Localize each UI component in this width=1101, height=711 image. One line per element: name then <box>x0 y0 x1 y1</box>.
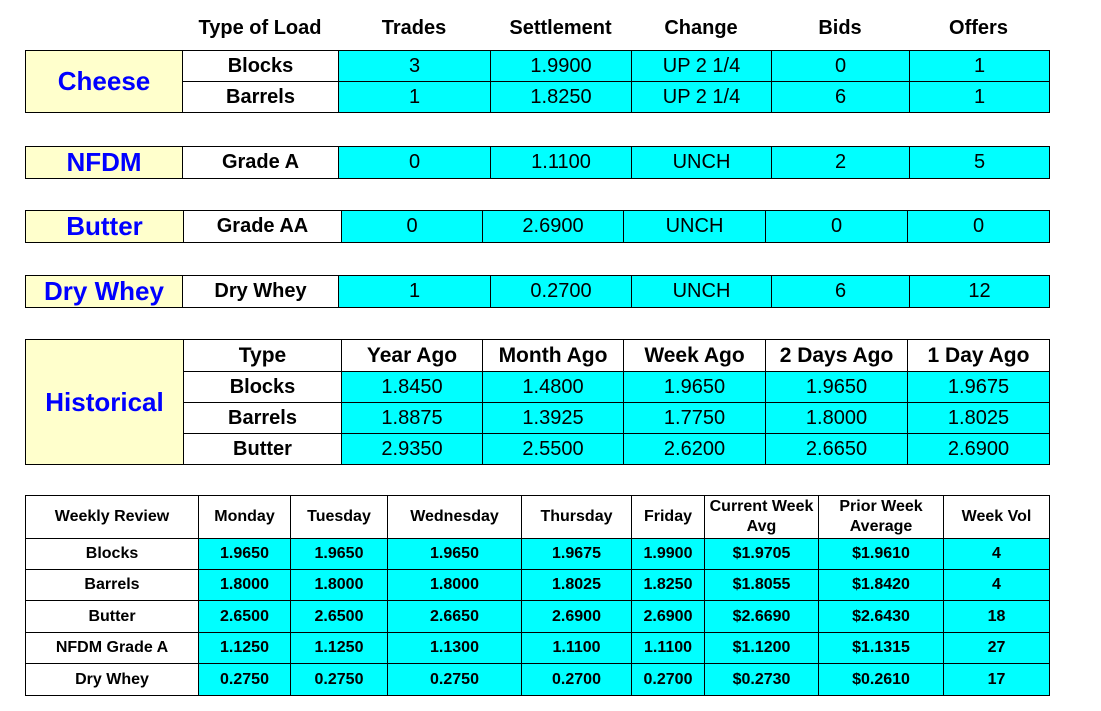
weekly-cell: 1.1100 <box>632 633 705 664</box>
weekly-cell: $1.9610 <box>819 539 944 570</box>
weekly-cell: 4 <box>944 539 1050 570</box>
dry-whey-trades: 1 <box>339 276 491 308</box>
historical-cell: 1.9650 <box>766 372 908 403</box>
nfdm-settlement: 1.1100 <box>491 147 632 179</box>
weekly-cell: $1.8420 <box>819 570 944 601</box>
nfdm-trades: 0 <box>339 147 491 179</box>
weekly-cell: 1.9650 <box>291 539 388 570</box>
dry-whey-change: UNCH <box>632 276 772 308</box>
historical-row-label: Butter <box>184 434 342 465</box>
cheese-trades: 3 <box>339 51 491 82</box>
butter-title: Butter <box>26 211 184 243</box>
weekly-cell: 1.8000 <box>388 570 522 601</box>
historical-cell: 2.6650 <box>766 434 908 465</box>
historical-row-label: Blocks <box>184 372 342 403</box>
weekly-cell: $2.6690 <box>705 601 819 633</box>
historical-cell: 1.8875 <box>342 403 483 434</box>
dry-whey-table <box>25 275 1050 308</box>
butter-type: Grade AA <box>184 211 342 243</box>
header-trades: Trades <box>381 16 447 39</box>
weekly-header: Friday <box>632 496 705 539</box>
weekly-cell: $0.2730 <box>705 664 819 696</box>
weekly-cell: 1.1100 <box>522 633 632 664</box>
historical-table <box>25 339 1050 465</box>
weekly-cell: $1.8055 <box>705 570 819 601</box>
dry-whey-offers: 12 <box>910 276 1050 308</box>
nfdm-title: NFDM <box>26 147 183 179</box>
weekly-header: Thursday <box>522 496 632 539</box>
cheese-title: Cheese <box>26 51 183 113</box>
weekly-cell: 2.6500 <box>199 601 291 633</box>
historical-header: 1 Day Ago <box>908 340 1050 372</box>
weekly-cell: $1.1200 <box>705 633 819 664</box>
nfdm-change: UNCH <box>632 147 772 179</box>
weekly-cell: 0.2700 <box>522 664 632 696</box>
weekly-cell: 17 <box>944 664 1050 696</box>
weekly-cell: 27 <box>944 633 1050 664</box>
weekly-cell: 0.2750 <box>291 664 388 696</box>
cheese-trades: 1 <box>339 82 491 113</box>
weekly-review-table <box>25 495 1050 696</box>
weekly-cell: 1.8000 <box>291 570 388 601</box>
butter-bids: 0 <box>766 211 908 243</box>
nfdm-table <box>25 146 1050 179</box>
historical-cell: 2.6900 <box>908 434 1050 465</box>
weekly-cell: 1.1250 <box>291 633 388 664</box>
weekly-row-label: NFDM Grade A <box>26 633 199 664</box>
weekly-row-label: Butter <box>26 601 199 633</box>
historical-header: Type <box>184 340 342 372</box>
butter-change: UNCH <box>624 211 766 243</box>
historical-cell: 1.8025 <box>908 403 1050 434</box>
historical-header: Year Ago <box>342 340 483 372</box>
weekly-header: Prior Week Average <box>819 496 944 539</box>
weekly-cell: 2.6900 <box>522 601 632 633</box>
cheese-bids: 6 <box>772 82 910 113</box>
weekly-cell: 0.2700 <box>632 664 705 696</box>
historical-cell: 1.7750 <box>624 403 766 434</box>
dry-whey-title: Dry Whey <box>26 276 183 308</box>
weekly-cell: $2.6430 <box>819 601 944 633</box>
header-change: Change <box>664 16 738 39</box>
butter-table <box>25 210 1050 243</box>
header-offers: Offers <box>949 16 1008 39</box>
weekly-header: Tuesday <box>291 496 388 539</box>
weekly-cell: 18 <box>944 601 1050 633</box>
cheese-change: UP 2 1/4 <box>632 82 772 113</box>
weekly-row-label: Barrels <box>26 570 199 601</box>
weekly-cell: 1.8250 <box>632 570 705 601</box>
historical-header: 2 Days Ago <box>766 340 908 372</box>
historical-cell: 1.3925 <box>483 403 624 434</box>
butter-offers: 0 <box>908 211 1050 243</box>
weekly-cell: 2.6500 <box>291 601 388 633</box>
nfdm-type: Grade A <box>183 147 339 179</box>
weekly-cell: 0.2750 <box>388 664 522 696</box>
butter-trades: 0 <box>342 211 483 243</box>
historical-cell: 1.9675 <box>908 372 1050 403</box>
cheese-type: Barrels <box>183 82 339 113</box>
weekly-cell: 1.8025 <box>522 570 632 601</box>
header-bids: Bids <box>818 16 862 39</box>
weekly-header: Monday <box>199 496 291 539</box>
historical-header: Month Ago <box>483 340 624 372</box>
weekly-cell: 1.1250 <box>199 633 291 664</box>
weekly-cell: 1.9675 <box>522 539 632 570</box>
weekly-cell: 1.9650 <box>199 539 291 570</box>
dry-whey-bids: 6 <box>772 276 910 308</box>
cheese-bids: 0 <box>772 51 910 82</box>
weekly-cell: 2.6900 <box>632 601 705 633</box>
cheese-offers: 1 <box>910 51 1050 82</box>
historical-header: Week Ago <box>624 340 766 372</box>
cheese-settlement: 1.9900 <box>491 51 632 82</box>
weekly-cell: 1.1300 <box>388 633 522 664</box>
weekly-row-label: Dry Whey <box>26 664 199 696</box>
dry-whey-type: Dry Whey <box>183 276 339 308</box>
cheese-offers: 1 <box>910 82 1050 113</box>
historical-title: Historical <box>26 340 184 465</box>
weekly-header: Wednesday <box>388 496 522 539</box>
header-type-of-load: Type of Load <box>198 16 322 39</box>
historical-cell: 2.9350 <box>342 434 483 465</box>
historical-cell: 2.5500 <box>483 434 624 465</box>
cheese-change: UP 2 1/4 <box>632 51 772 82</box>
weekly-cell: 4 <box>944 570 1050 601</box>
butter-settlement: 2.6900 <box>483 211 624 243</box>
weekly-header: Weekly Review <box>26 496 199 539</box>
dry-whey-settlement: 0.2700 <box>491 276 632 308</box>
nfdm-offers: 5 <box>910 147 1050 179</box>
weekly-cell: $1.9705 <box>705 539 819 570</box>
historical-cell: 1.9650 <box>624 372 766 403</box>
weekly-header: Week Vol <box>944 496 1050 539</box>
weekly-cell: 0.2750 <box>199 664 291 696</box>
historical-cell: 1.8000 <box>766 403 908 434</box>
weekly-cell: 1.8000 <box>199 570 291 601</box>
header-settlement: Settlement <box>509 16 612 39</box>
historical-cell: 1.8450 <box>342 372 483 403</box>
weekly-cell: $0.2610 <box>819 664 944 696</box>
historical-cell: 2.6200 <box>624 434 766 465</box>
weekly-header: Current Week Avg <box>705 496 819 539</box>
cheese-settlement: 1.8250 <box>491 82 632 113</box>
weekly-cell: $1.1315 <box>819 633 944 664</box>
nfdm-bids: 2 <box>772 147 910 179</box>
weekly-row-label: Blocks <box>26 539 199 570</box>
cheese-type: Blocks <box>183 51 339 82</box>
weekly-cell: 1.9650 <box>388 539 522 570</box>
weekly-cell: 2.6650 <box>388 601 522 633</box>
cheese-table <box>25 50 1050 113</box>
weekly-cell: 1.9900 <box>632 539 705 570</box>
historical-row-label: Barrels <box>184 403 342 434</box>
historical-cell: 1.4800 <box>483 372 624 403</box>
